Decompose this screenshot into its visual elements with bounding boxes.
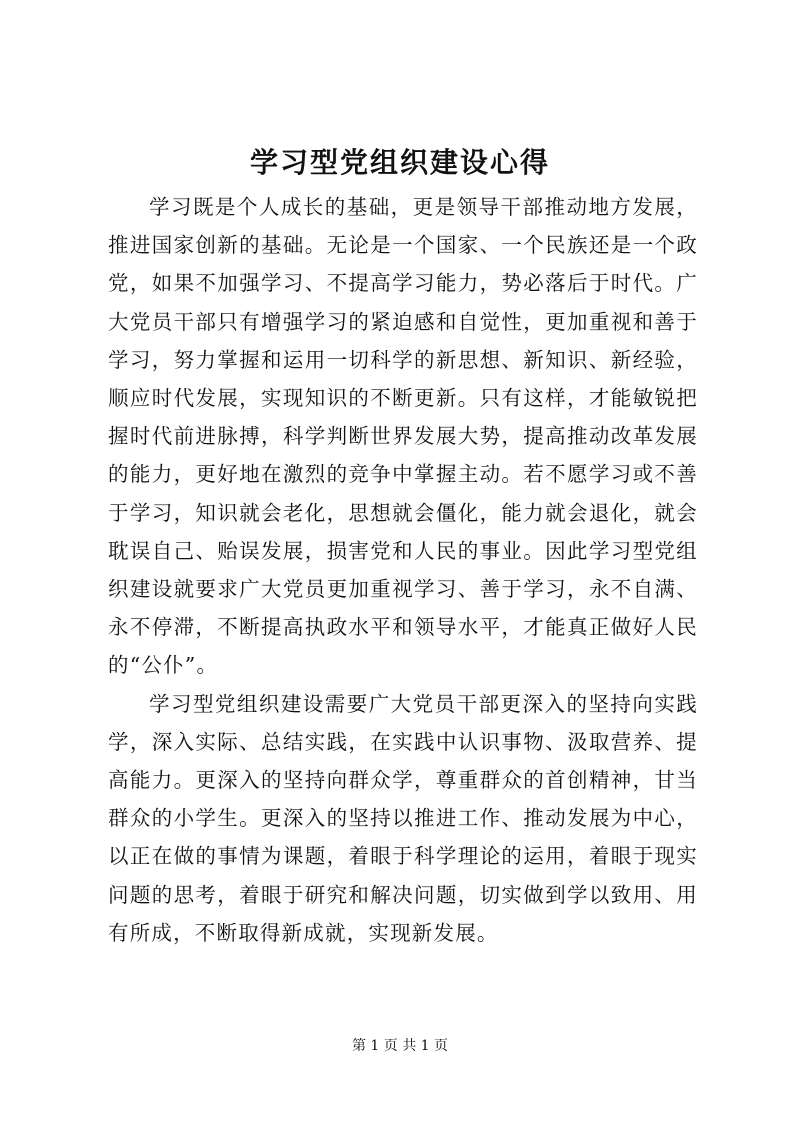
paragraph-1: 学习既是个人成长的基础，更是领导干部推动地方发展，推进国家创新的基础。无论是一个国家、一个民族还是一个政党，如果不加强学习、不提高学习能力，势必落后于时代。广大党员干部只有增强学习的紧迫感和自觉性，更加重视和善于学习，努力掌握和运用一切科学的新思想、新知识、新经验，顺应时代发展，实现知识的不断更新。只有这样，才能敏锐把握时代前进脉搏，科学判断世界发展大势，提高推动改革发展的能力，更好地在激烈的竞争中掌握主动。若不愿学习或不善于学习，知识就会老化，思想就会僵化，能力就会退化，就会耽误自己、贻误发展，损害党和人民的事业。因此学习型党组织建设就要求广大党员更加重视学习、善于学习，永不自满、永不停滞，不断提高执政水平和领导水平，才能真正做好人民的“公仆”。 bbox=[108, 195, 698, 678]
document-title: 学习型党组织建设心得 bbox=[249, 146, 550, 179]
paragraph-2: 学习型党组织建设需要广大党员干部更深入的坚持向实践学，深入实际、总结实践，在实践中认识事物、汲取营养、提高能力。更深入的坚持向群众学，尊重群众的首创精神，甘当群众的小学生。更深入的坚持以推进工作、推动发展为中心，以正在做的事情为课题，着眼于科学理论的运用，着眼于现实问题的思考，着眼于研究和解决问题，切实做到学以致用、用有所成，不断取得新成就，实现新发展。 bbox=[108, 691, 698, 945]
page-number-footer: 第 1 页 共 1 页 bbox=[351, 1038, 449, 1054]
document-body bbox=[108, 188, 698, 952]
